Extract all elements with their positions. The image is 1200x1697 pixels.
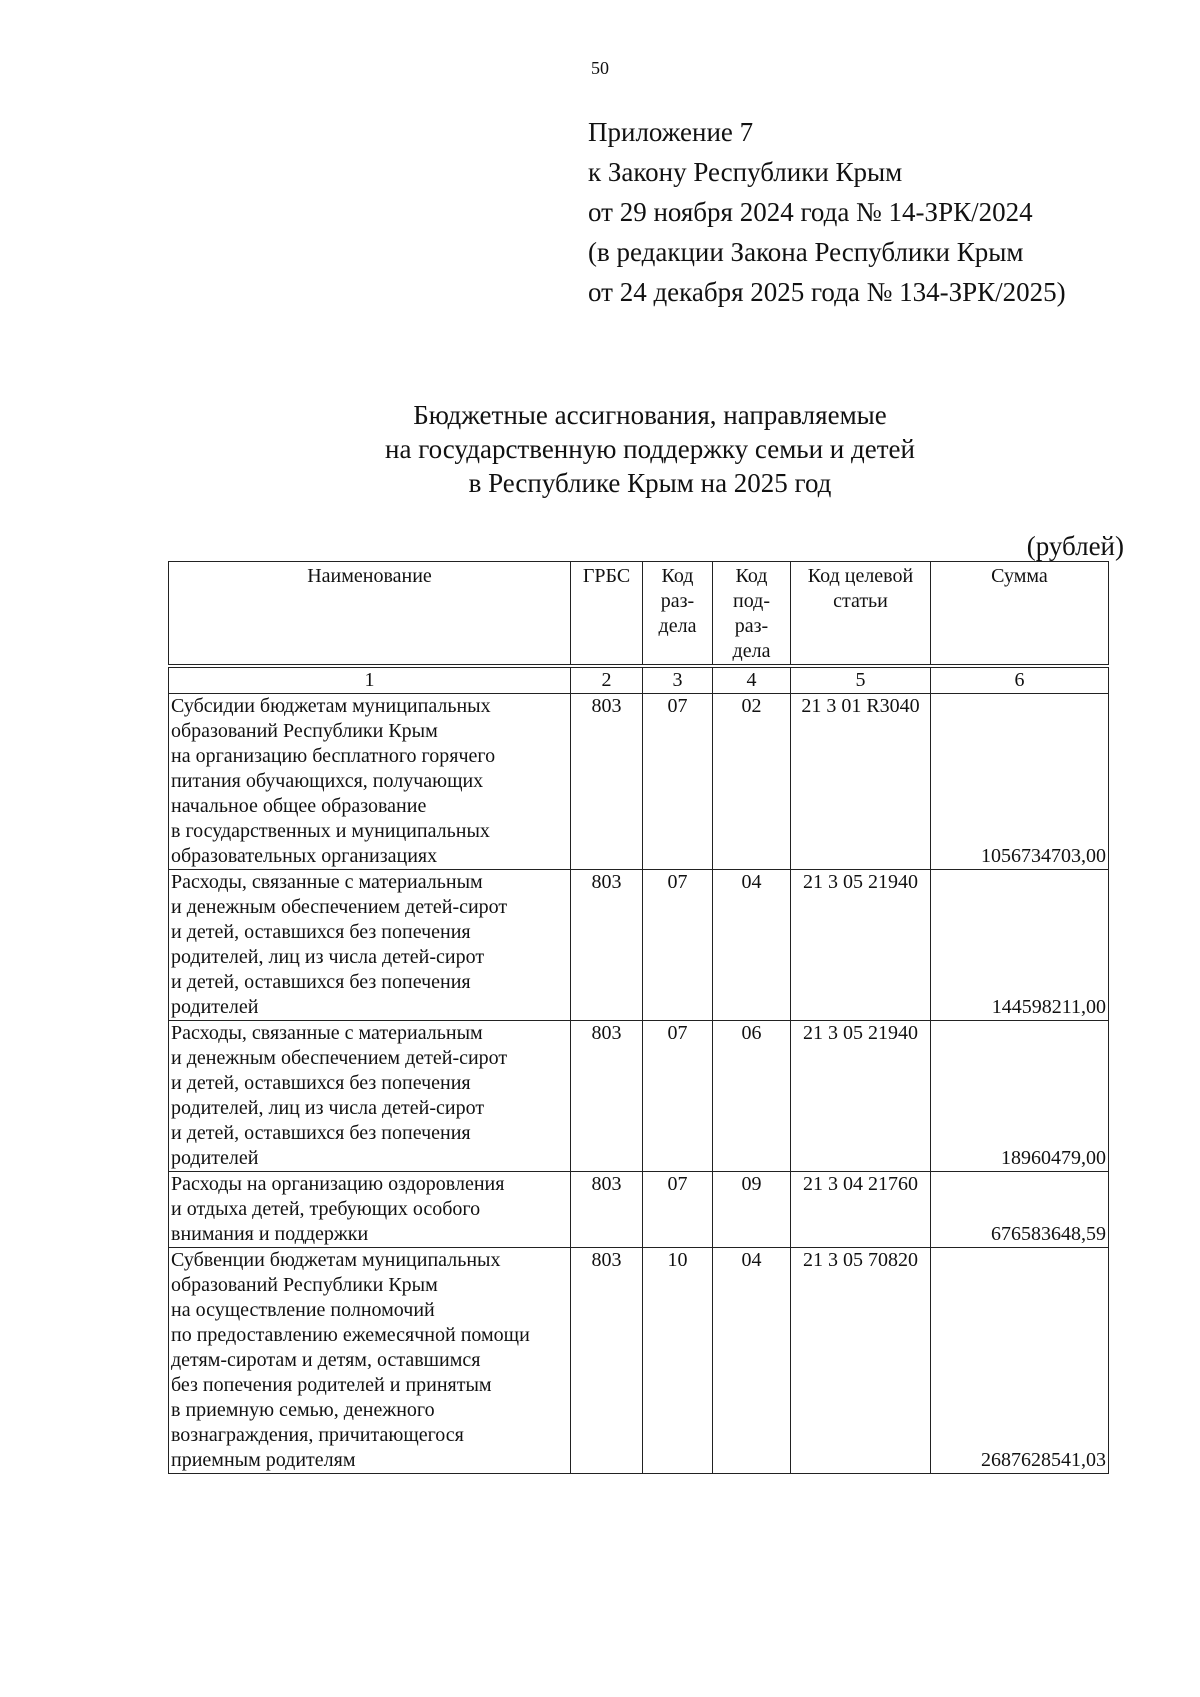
row-sum: 676583648,59 (931, 1172, 1109, 1248)
row-name-line: Субсидии бюджетам муниципальных (171, 695, 491, 717)
row-name-line: и денежным обеспечением детей-сирот (171, 896, 508, 918)
document-title (0, 398, 1200, 500)
row-name-line: образовательных организациях (171, 845, 438, 867)
row-target: 21 3 04 21760 (791, 1172, 931, 1248)
column-number: 1 (169, 666, 571, 694)
row-name-line: и детей, оставшихся без попечения (171, 1122, 471, 1144)
column-number-row (169, 666, 1109, 694)
row-sum: 18960479,00 (931, 1021, 1109, 1172)
row-name (169, 1248, 571, 1474)
row-name-line: родителей, лиц из числа детей-сирот (171, 946, 485, 968)
row-target: 21 3 05 70820 (791, 1248, 931, 1474)
row-section: 10 (643, 1248, 713, 1474)
row-name-line: начальное общее образование (171, 795, 427, 817)
table-row (169, 1172, 1109, 1248)
row-name-line: родителей (171, 1147, 259, 1169)
row-section: 07 (643, 1172, 713, 1248)
row-name-line: приемным родителям (171, 1449, 356, 1471)
appendix-line: (в редакции Закона Республики Крым (588, 237, 1024, 267)
row-name (169, 694, 571, 870)
table-row (169, 694, 1109, 870)
row-name (169, 1021, 571, 1172)
header-sum: Сумма (931, 562, 1109, 667)
row-name-line: Расходы на организацию оздоровления (171, 1173, 505, 1195)
appendix-line: к Закону Республики Крым (588, 157, 903, 187)
row-sum: 1056734703,00 (931, 694, 1109, 870)
row-name-line: на организацию бесплатного горячего (171, 745, 496, 767)
appendix-line: от 24 декабря 2025 года № 134-ЗРК/2025) (588, 277, 1066, 307)
row-section: 07 (643, 1021, 713, 1172)
units-label: (рублей) (1026, 531, 1124, 561)
row-name-line: и денежным обеспечением детей-сирот (171, 1047, 508, 1069)
row-name-line: и детей, оставшихся без попечения (171, 921, 471, 943)
row-grbs: 803 (571, 870, 643, 1021)
row-target: 21 3 05 21940 (791, 1021, 931, 1172)
column-number: 5 (791, 666, 931, 694)
row-subsection: 04 (713, 1248, 791, 1474)
row-subsection: 04 (713, 870, 791, 1021)
header-grbs: ГРБС (571, 562, 643, 667)
table-row (169, 1248, 1109, 1474)
column-number: 3 (643, 666, 713, 694)
row-sum: 2687628541,03 (931, 1248, 1109, 1474)
header-section: Код раз- дела (643, 562, 713, 667)
row-name-line: родителей, лиц из числа детей-сирот (171, 1097, 485, 1119)
row-name-line: Расходы, связанные с материальным (171, 871, 483, 893)
row-name-line: вознаграждения, причитающегося (171, 1424, 464, 1446)
row-section: 07 (643, 694, 713, 870)
appendix-block (588, 112, 1066, 312)
row-name-line: питания обучающихся, получающих (171, 770, 484, 792)
row-name-line: на осуществление полномочий (171, 1299, 435, 1321)
row-name-line: образований Республики Крым (171, 720, 438, 742)
table-row (169, 870, 1109, 1021)
row-name-line: Расходы, связанные с материальным (171, 1022, 483, 1044)
table-row (169, 1021, 1109, 1172)
table-header-row (169, 562, 1109, 667)
row-name-line: родителей (171, 996, 259, 1018)
column-number: 4 (713, 666, 791, 694)
budget-table (168, 561, 1109, 1474)
row-sum: 144598211,00 (931, 870, 1109, 1021)
row-name-line: и детей, оставшихся без попечения (171, 971, 471, 993)
row-name-line: образований Республики Крым (171, 1274, 438, 1296)
row-grbs: 803 (571, 1172, 643, 1248)
row-name (169, 870, 571, 1021)
row-grbs: 803 (571, 1021, 643, 1172)
row-subsection: 02 (713, 694, 791, 870)
header-target: Код целевой статьи (791, 562, 931, 667)
row-name-line: Субвенции бюджетам муниципальных (171, 1249, 501, 1271)
page-number: 50 (591, 58, 609, 78)
appendix-line: Приложение 7 (588, 117, 754, 147)
row-name-line: в приемную семью, денежного (171, 1399, 435, 1421)
row-target: 21 3 01 R3040 (791, 694, 931, 870)
row-name-line: по предоставлению ежемесячной помощи (171, 1324, 530, 1346)
appendix-line: от 29 ноября 2024 года № 14-ЗРК/2024 (588, 197, 1033, 227)
column-number: 2 (571, 666, 643, 694)
row-grbs: 803 (571, 694, 643, 870)
row-target: 21 3 05 21940 (791, 870, 931, 1021)
row-subsection: 06 (713, 1021, 791, 1172)
column-number: 6 (931, 666, 1109, 694)
title-line: в Республике Крым на 2025 год (468, 468, 832, 498)
row-name-line: без попечения родителей и принятым (171, 1374, 492, 1396)
row-name (169, 1172, 571, 1248)
row-section: 07 (643, 870, 713, 1021)
row-name-line: и отдыха детей, требующих особого (171, 1198, 481, 1220)
row-name-line: и детей, оставшихся без попечения (171, 1072, 471, 1094)
row-name-line: внимания и поддержки (171, 1223, 369, 1245)
row-subsection: 09 (713, 1172, 791, 1248)
header-subsection: Код под- раз- дела (713, 562, 791, 667)
header-name: Наименование (169, 562, 571, 667)
row-name-line: детям-сиротам и детям, оставшимся (171, 1349, 481, 1371)
title-line: Бюджетные ассигнования, направляемые (413, 400, 887, 430)
title-line: на государственную поддержку семьи и детей (385, 434, 915, 464)
row-name-line: в государственных и муниципальных (171, 820, 490, 842)
row-grbs: 803 (571, 1248, 643, 1474)
